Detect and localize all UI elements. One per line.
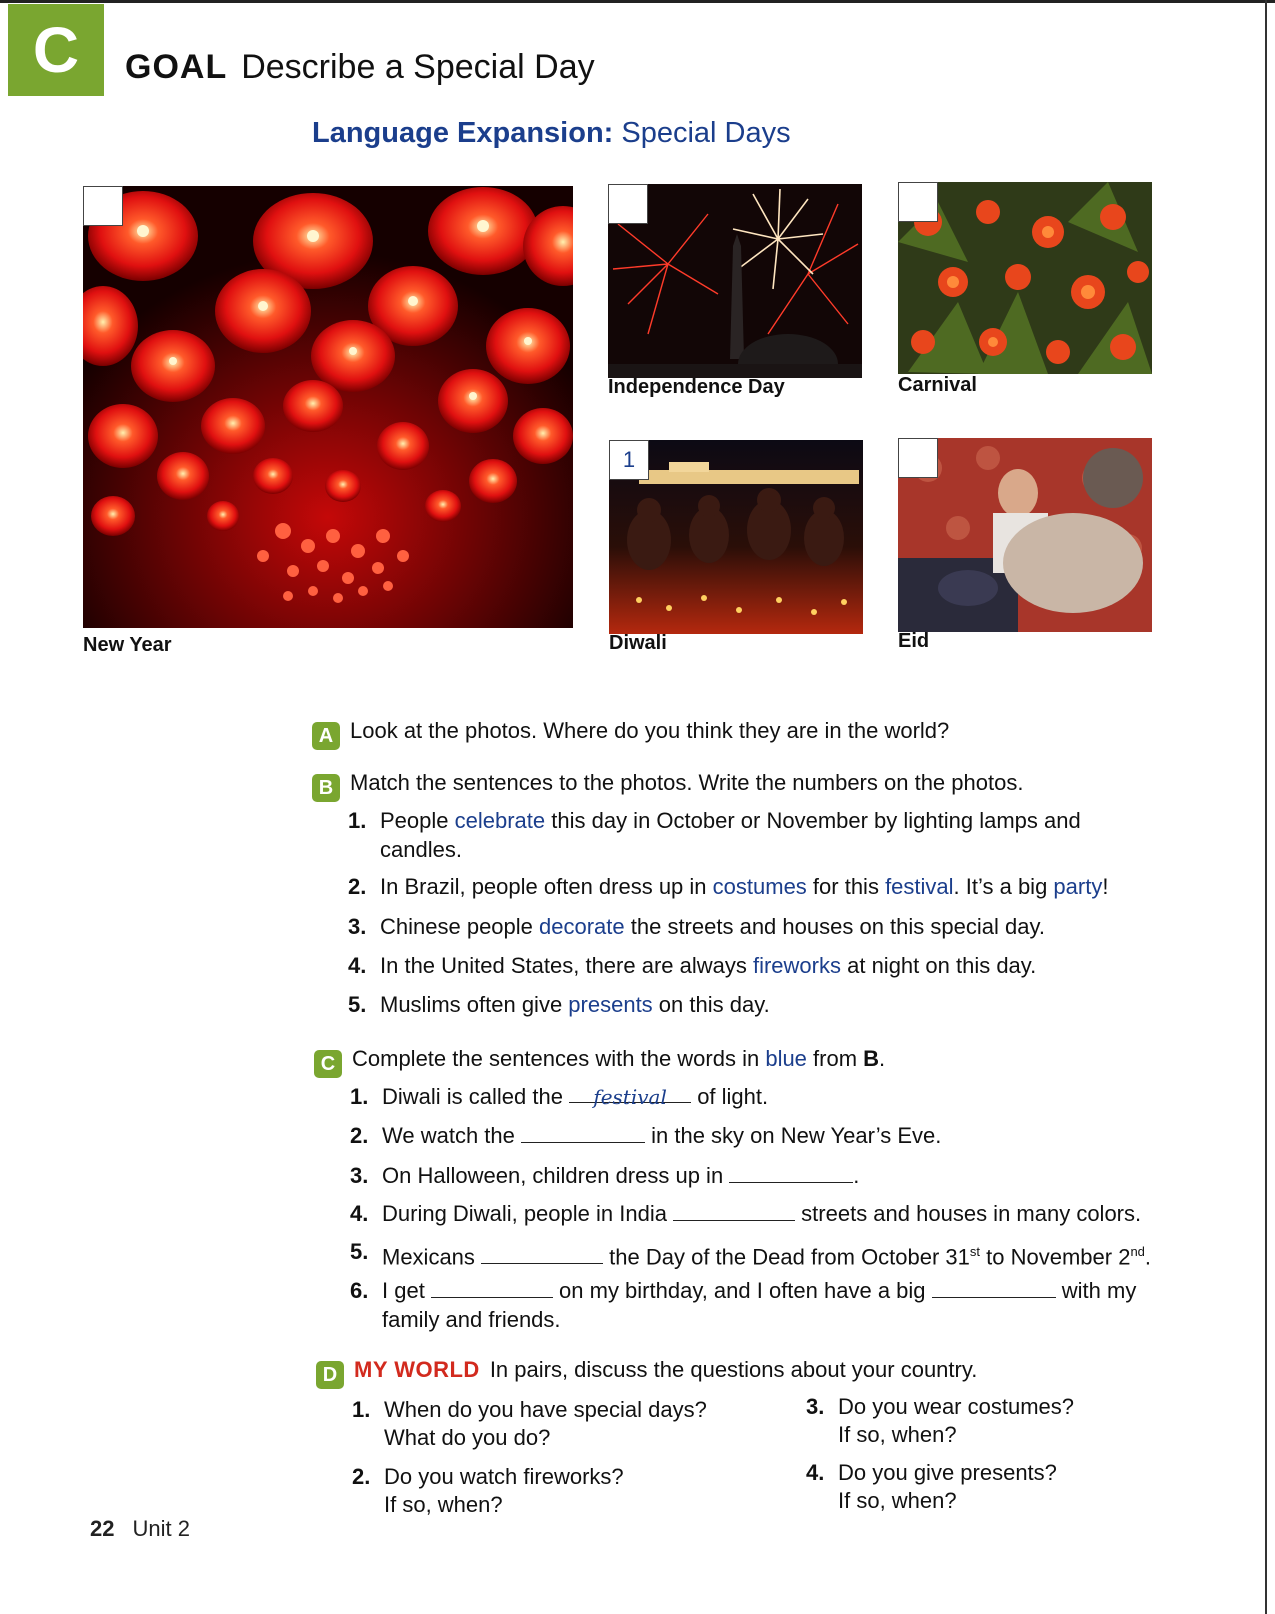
language-expansion-topic: Special Days — [621, 117, 791, 149]
unit-label: Unit 2 — [132, 1516, 190, 1541]
item-text-continuation: family and friends. — [382, 1307, 561, 1332]
handwritten-answer: festival — [593, 1085, 667, 1109]
answer-blank[interactable] — [521, 1122, 645, 1143]
photo-number-box[interactable] — [83, 186, 123, 226]
language-expansion-title — [312, 117, 791, 150]
activity-letter-badge: D — [316, 1361, 344, 1389]
item-text-continuation: What do you do? — [384, 1425, 551, 1450]
item-text: Do you watch fireworks? — [384, 1464, 624, 1489]
item-number: 5. — [348, 992, 367, 1017]
section-letter: C — [32, 14, 80, 86]
my-world-label: MY WORLD — [354, 1357, 480, 1382]
goal-title — [125, 48, 595, 87]
activity-ref: B — [863, 1046, 880, 1071]
item-text: People celebrate this day in October or November by lighting lamps and — [380, 808, 1081, 833]
item-text: Do you give presents? — [838, 1460, 1057, 1485]
item-text: I get on my birthday, and I often have a big with my — [382, 1278, 1137, 1303]
answer-blank[interactable] — [481, 1243, 603, 1264]
language-expansion-label: Language Expansion: — [312, 117, 614, 149]
item-number: 2. — [348, 874, 367, 899]
photo-new-year — [83, 186, 573, 628]
item-number: 1. — [350, 1084, 369, 1109]
activity-letter-badge: B — [312, 774, 340, 802]
item-text: Muslims often give presents on this day. — [380, 992, 770, 1017]
vocab-word: party — [1053, 874, 1103, 899]
caption-new-year: New Year — [83, 634, 172, 656]
item-number: 4. — [348, 953, 367, 978]
item-number: 6. — [350, 1278, 369, 1303]
answer-blank[interactable] — [932, 1277, 1056, 1298]
activity-d-instruction: In pairs, discuss the questions about your country. — [489, 1357, 978, 1382]
photo-diwali — [609, 440, 863, 634]
item-number: 2. — [350, 1123, 369, 1148]
lanterns-image — [83, 186, 573, 628]
activity-a — [312, 718, 949, 750]
answer-blank[interactable] — [729, 1162, 853, 1183]
photo-number-box[interactable]: 1 — [609, 440, 649, 480]
vocab-word: festival — [885, 874, 954, 899]
item-text-continuation: candles. — [380, 837, 462, 862]
activity-d — [316, 1357, 977, 1389]
activity-letter-badge: A — [312, 722, 340, 750]
item-number: 5. — [350, 1239, 369, 1264]
caption-diwali: Diwali — [609, 632, 667, 654]
top-rule — [0, 0, 1275, 3]
right-rule — [1265, 0, 1267, 1614]
photo-number-box[interactable] — [898, 182, 938, 222]
item-text-continuation: If so, when? — [384, 1492, 503, 1517]
caption-eid: Eid — [898, 630, 930, 652]
item-text: On Halloween, children dress up in . — [382, 1163, 860, 1188]
item-number: 3. — [806, 1394, 825, 1419]
item-number: 1. — [348, 808, 367, 833]
goal-word: GOAL — [125, 48, 228, 86]
item-text: In the United States, there are always fireworks at night on this day. — [380, 953, 1037, 978]
item-text: Chinese people decorate the streets and houses on this special day. — [380, 914, 1045, 939]
page-footer — [90, 1516, 190, 1542]
activity-b — [312, 770, 1023, 802]
item-number: 3. — [350, 1163, 369, 1188]
activity-a-instruction: Look at the photos. Where do you think they are in the world? — [350, 718, 950, 743]
item-text: During Diwali, people in India streets and houses in many colors. — [382, 1201, 1142, 1226]
vocab-word: celebrate — [454, 808, 546, 833]
photo-carnival — [898, 182, 1152, 374]
item-number: 4. — [350, 1201, 369, 1226]
item-text: Mexicans the Day of the Dead from October 31st to November 2nd. — [382, 1244, 1152, 1270]
item-text-continuation: If so, when? — [838, 1422, 957, 1447]
item-number: 4. — [806, 1460, 825, 1485]
item-text: We watch the in the sky on New Year’s Eve. — [382, 1123, 942, 1148]
answer-blank[interactable] — [431, 1277, 553, 1298]
caption-independence-day: Independence Day — [608, 376, 785, 398]
vocab-word: costumes — [712, 874, 807, 899]
section-badge — [8, 4, 104, 96]
caption-carnival: Carnival — [898, 374, 977, 396]
photo-number-box[interactable] — [898, 438, 938, 478]
item-text: Diwali is called the festival of light. — [382, 1082, 768, 1111]
answer-blank[interactable] — [569, 1082, 691, 1109]
blue-word: blue — [765, 1046, 807, 1071]
goal-text: Describe a Special Day — [241, 48, 595, 86]
item-number: 3. — [348, 914, 367, 939]
vocab-word: decorate — [539, 914, 625, 939]
photo-independence-day — [608, 184, 862, 378]
photo-number-box[interactable] — [608, 184, 648, 224]
activity-letter-badge: C — [314, 1050, 342, 1078]
activity-b-instruction: Match the sentences to the photos. Write the numbers on the photos. — [350, 770, 1024, 795]
item-number: 2. — [352, 1464, 371, 1489]
activity-c: C Complete the sentences with the words in blue from B. — [314, 1046, 885, 1078]
item-text: Do you wear costumes? — [838, 1394, 1074, 1419]
item-text-continuation: If so, when? — [838, 1488, 957, 1513]
vocab-word: fireworks — [752, 953, 841, 978]
vocab-word: presents — [568, 992, 653, 1017]
item-number: 1. — [352, 1397, 371, 1422]
item-text: When do you have special days? — [384, 1397, 707, 1422]
page-number: 22 — [90, 1516, 115, 1541]
answer-blank[interactable] — [673, 1200, 795, 1221]
item-text: In Brazil, people often dress up in costumes for this festival. It’s a big party! — [380, 874, 1109, 899]
photo-eid — [898, 438, 1152, 632]
